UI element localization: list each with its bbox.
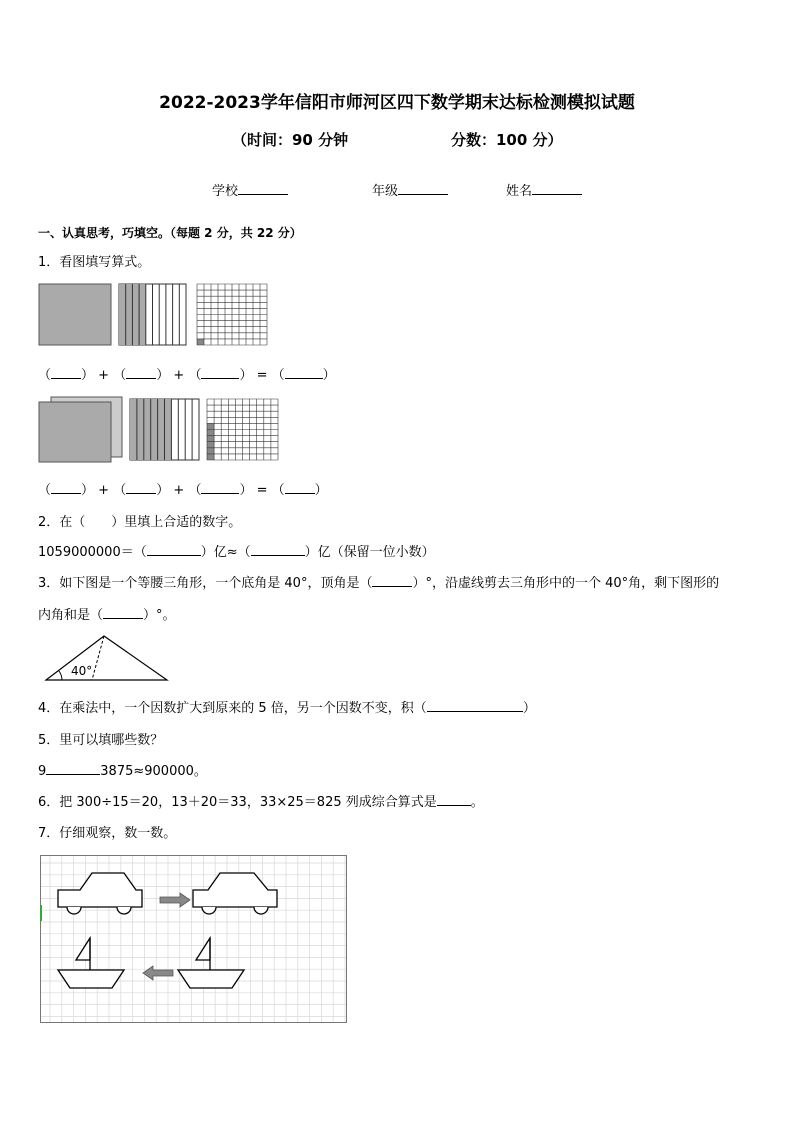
school-label: 学校 [212,184,239,199]
question-2: 2．在（ ）里填上合适的数字。 [38,515,242,530]
tens-strips-2 [130,399,199,460]
blank[interactable] [201,481,239,494]
blank[interactable] [51,481,81,494]
blank[interactable] [285,481,315,494]
name-label: 姓名 [506,184,533,199]
question-3: 3．如下图是一个等腰三角形，一个底角是 40°，顶角是（ ）°，沿虚线剪去三角形中的一个 40°角，剩下图形的 [38,576,720,591]
q7-grid-figure [40,855,347,1023]
question-5: 5．里可以填哪些数？ [38,733,164,748]
blank[interactable] [372,574,412,587]
blank[interactable] [201,366,239,379]
blank[interactable] [103,606,143,619]
page-title: 2022-2023学年信阳市师河区四下数学期末达标检测模拟试题 [159,93,635,113]
hundredths-grid-2 [207,399,278,460]
question-1: 1．看图填写算式。 [38,255,151,270]
question-7: 7．仔细观察，数一数。 [38,826,177,841]
blank[interactable] [251,543,305,556]
hundred-square-front [39,402,111,462]
cut-line [92,636,104,680]
question-5-line: 9 3875≈900000。 [38,764,207,779]
section-heading: 一、认真思考，巧填空。（每题 2 分，共 22 分） [38,226,302,240]
question-6: 6．把 300÷15＝20，13＋20＝33，33×25＝825 列成综合算式是 。 [38,795,484,810]
question-3-cont: 内角和是（ ）°。 [38,608,176,623]
blank[interactable] [126,366,156,379]
blank[interactable] [285,366,323,379]
isosceles-triangle [46,636,167,680]
exam-score: 分数：100 分） [451,131,563,149]
exam-time: （时间：90 分钟 [232,131,349,149]
blank[interactable] [427,699,523,712]
green-marker [40,905,42,921]
tens-strips [119,284,186,345]
blank[interactable] [46,762,100,775]
blank[interactable] [126,481,156,494]
equation-row-2: （ ） + （ ） + （ ） = （ ） [38,483,328,498]
equation-row-1: （ ） + （ ） + （ ） = （ ） [38,368,336,383]
blank[interactable] [51,366,81,379]
question-2-line: 1059000000＝（ ）亿≈（ ）亿（保留一位小数） [38,545,435,560]
grade-label: 年级 [372,184,399,199]
angle-label: 40° [71,664,93,678]
question-4: 4．在乘法中，一个因数扩大到原来的 5 倍，另一个因数不变，积（ ） [38,701,536,716]
blank[interactable] [147,543,201,556]
hundredths-grid [197,284,267,345]
hundred-square [39,284,111,345]
blank[interactable] [437,793,471,806]
